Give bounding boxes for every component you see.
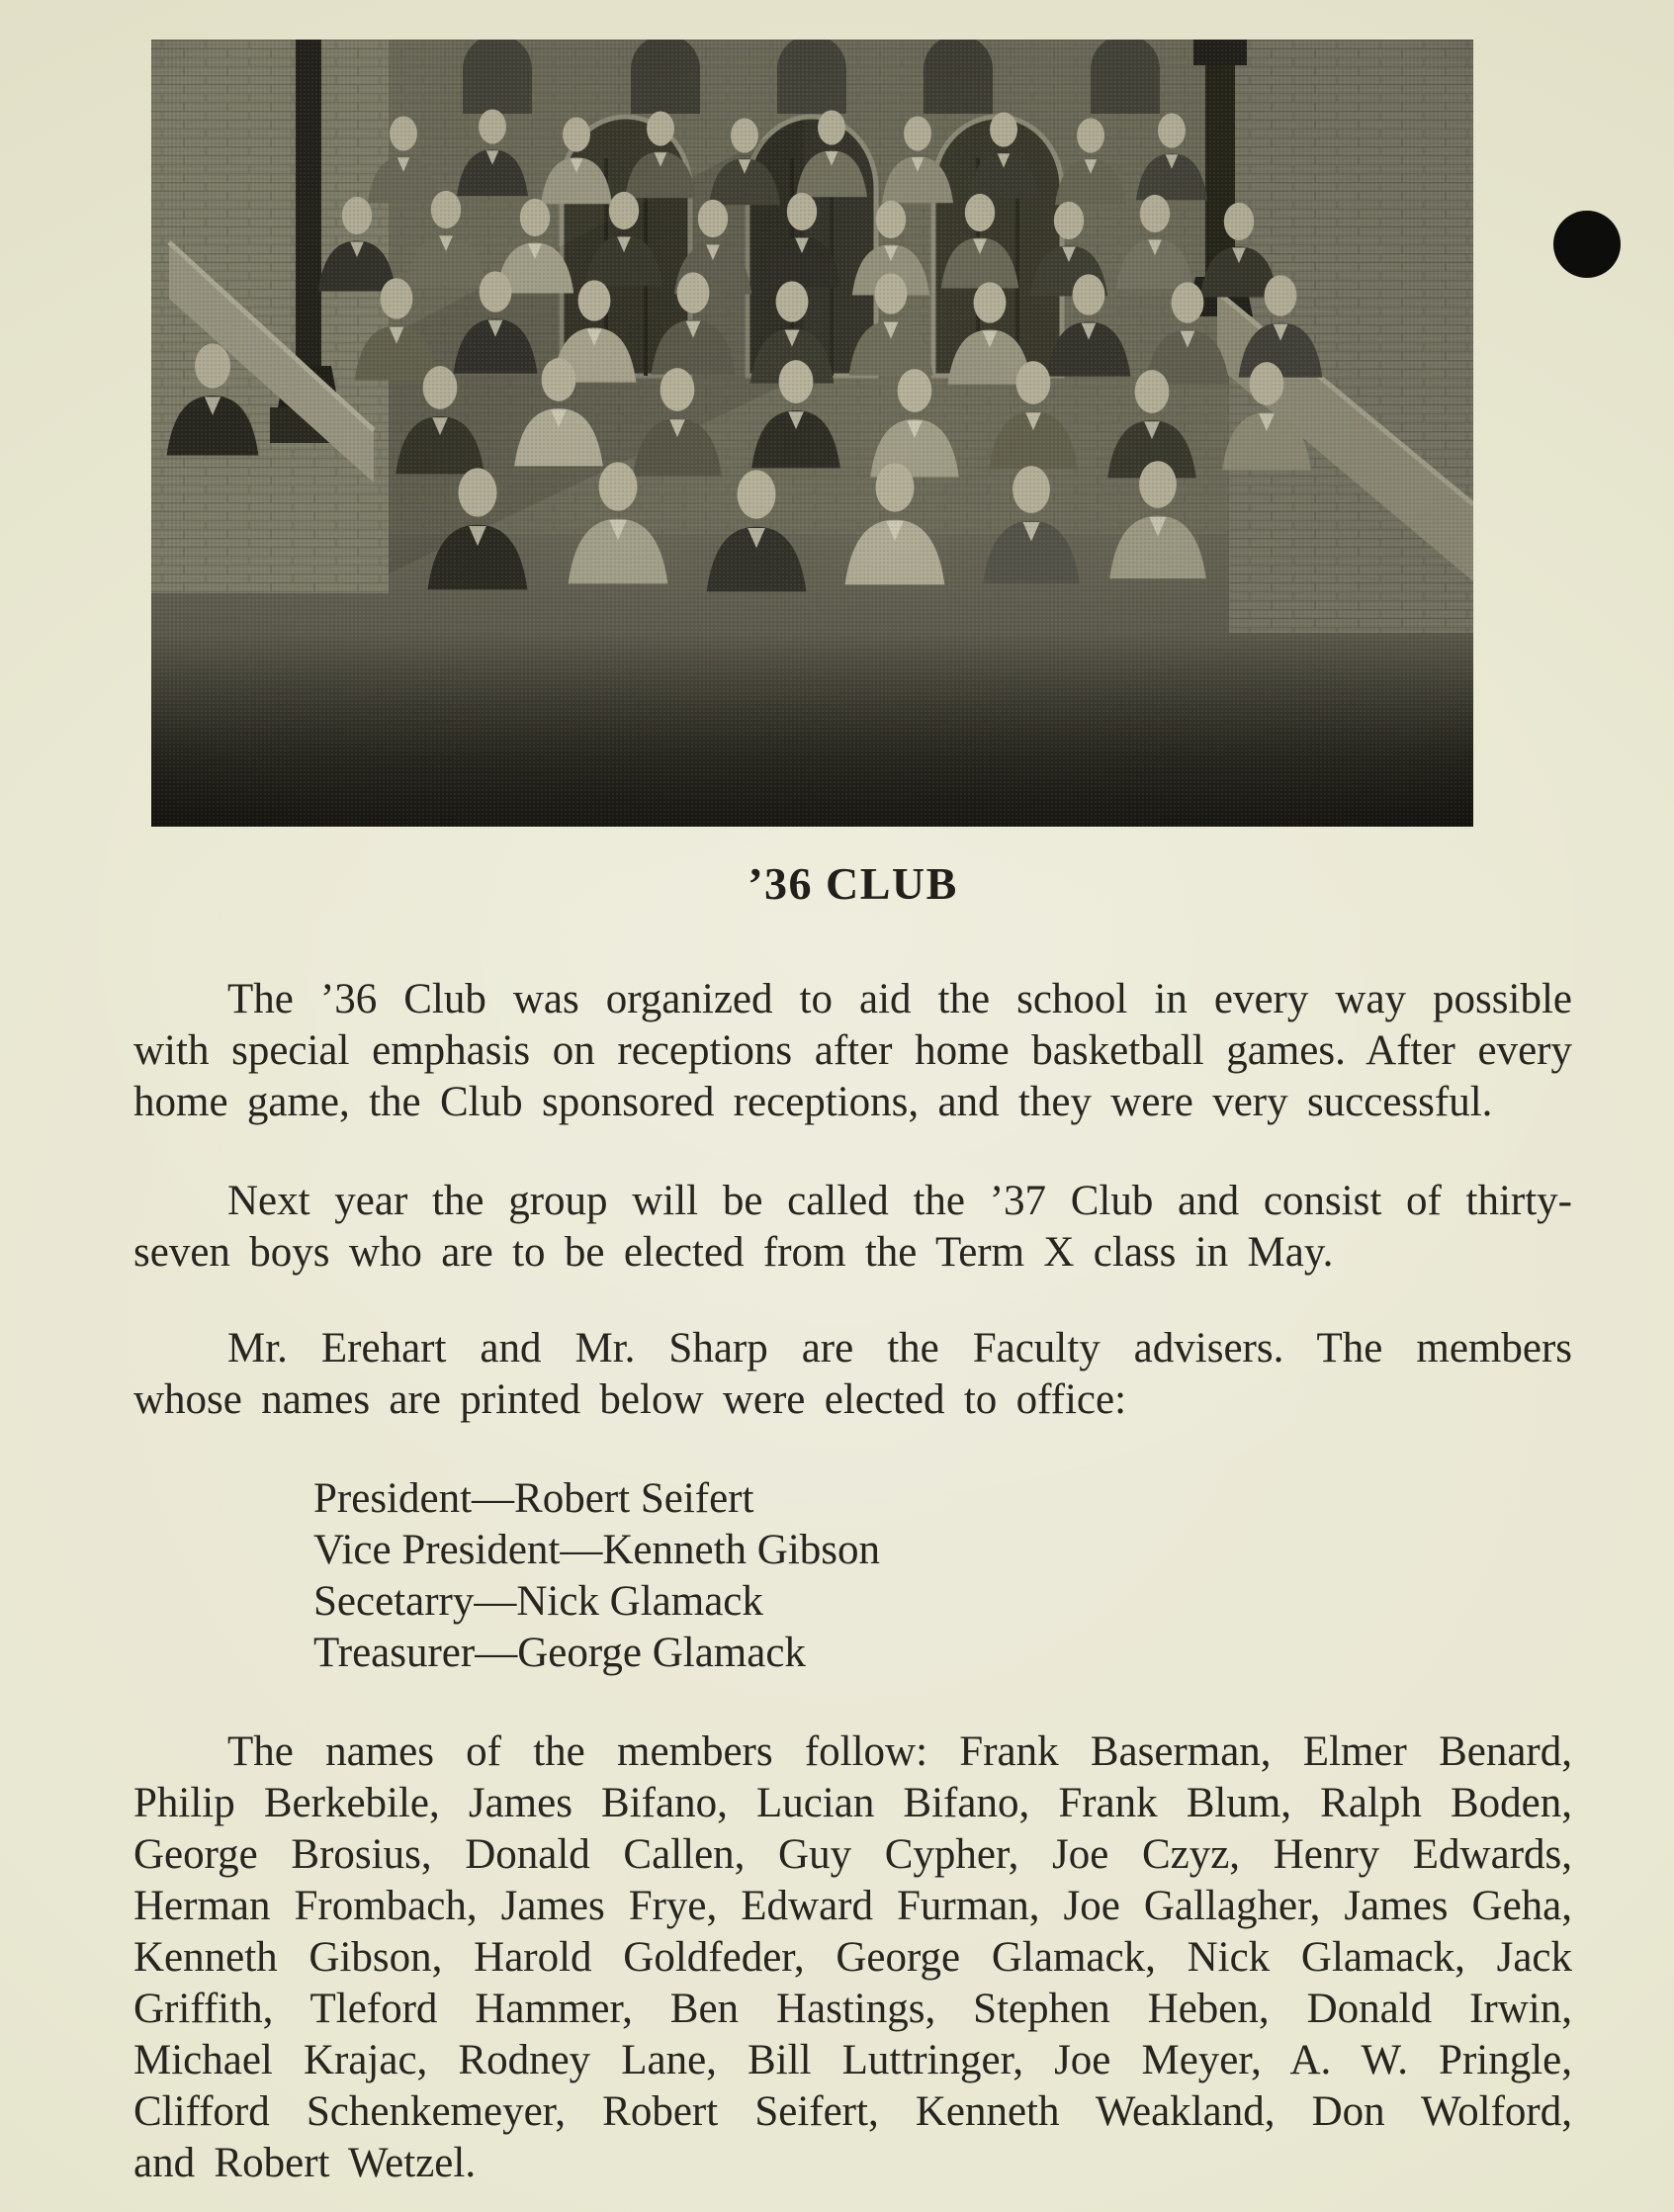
officer-separator: —: [475, 1630, 518, 1676]
officer-role: Vice President: [313, 1527, 561, 1573]
text-line: The names of the members follow: Frank Baserman, Elmer Benard,: [227, 1728, 1572, 1775]
text-line: home game, the Club sponsored receptions, and they were very successful.: [133, 1079, 1493, 1125]
officer-role: President: [313, 1475, 473, 1522]
text-line: Next year the group will be called the ’37 Club and consist of thirty-: [227, 1178, 1572, 1224]
text-line: Mr. Erehart and Mr. Sharp are the Faculty advisers. The members: [227, 1325, 1572, 1371]
officer-list: [133, 1473, 1572, 1679]
paragraph-club-purpose: [133, 974, 1572, 1128]
paragraph-advisers: [133, 1323, 1572, 1426]
text-line: and Robert Wetzel.: [133, 2140, 477, 2186]
text-line: Griffith, Tleford Hammer, Ben Hastings, Stephen Heben, Donald Irwin,: [133, 1986, 1572, 2032]
group-photo-illustration: [151, 40, 1473, 827]
officer-name: Robert Seifert: [514, 1475, 754, 1522]
officer-name: George Glamack: [517, 1630, 806, 1676]
text-line: with special emphasis on receptions after home basketball games. After every: [133, 1027, 1572, 1074]
paragraph-member-names: [133, 1726, 1572, 2189]
officer-entry: [313, 1576, 1572, 1628]
officer-entry: [313, 1628, 1572, 1679]
officer-separator: —: [474, 1578, 517, 1625]
text-line: Michael Krajac, Rodney Lane, Bill Luttringer, Joe Meyer, A. W. Pringle,: [133, 2037, 1572, 2083]
text-line: whose names are printed below were elected to office:: [133, 1376, 1127, 1423]
officer-name: Nick Glamack: [516, 1578, 763, 1625]
paragraph-next-year: [133, 1176, 1572, 1279]
officer-role: Secetarry: [313, 1578, 475, 1625]
text-line: George Brosius, Donald Callen, Guy Cypher, Joe Czyz, Henry Edwards,: [133, 1831, 1572, 1878]
text-line: seven boys who are to be elected from the Term X class in May.: [133, 1229, 1334, 1276]
text-line: Kenneth Gibson, Harold Goldfeder, George Glamack, Nick Glamack, Jack: [133, 1934, 1572, 1981]
page-title: ’36 CLUB: [748, 858, 958, 909]
officer-role: Treasurer: [313, 1630, 476, 1676]
officer-separator: —: [472, 1475, 515, 1522]
officer-entry: [313, 1525, 1572, 1576]
group-photo: [151, 40, 1473, 827]
text-line: The ’36 Club was organized to aid the school in every way possible: [227, 976, 1572, 1022]
text-line: Clifford Schenkemeyer, Robert Seifert, Kenneth Weakland, Don Wolford,: [133, 2088, 1572, 2135]
hole-punch-mark: [1553, 211, 1621, 278]
text-line: Herman Frombach, James Frye, Edward Furman, Joe Gallagher, James Geha,: [133, 1883, 1572, 1929]
officer-entry: [313, 1473, 1572, 1525]
officer-name: Kenneth Gibson: [602, 1527, 881, 1573]
officer-separator: —: [560, 1527, 603, 1573]
text-line: Philip Berkebile, James Bifano, Lucian Bifano, Frank Blum, Ralph Boden,: [133, 1780, 1572, 1826]
